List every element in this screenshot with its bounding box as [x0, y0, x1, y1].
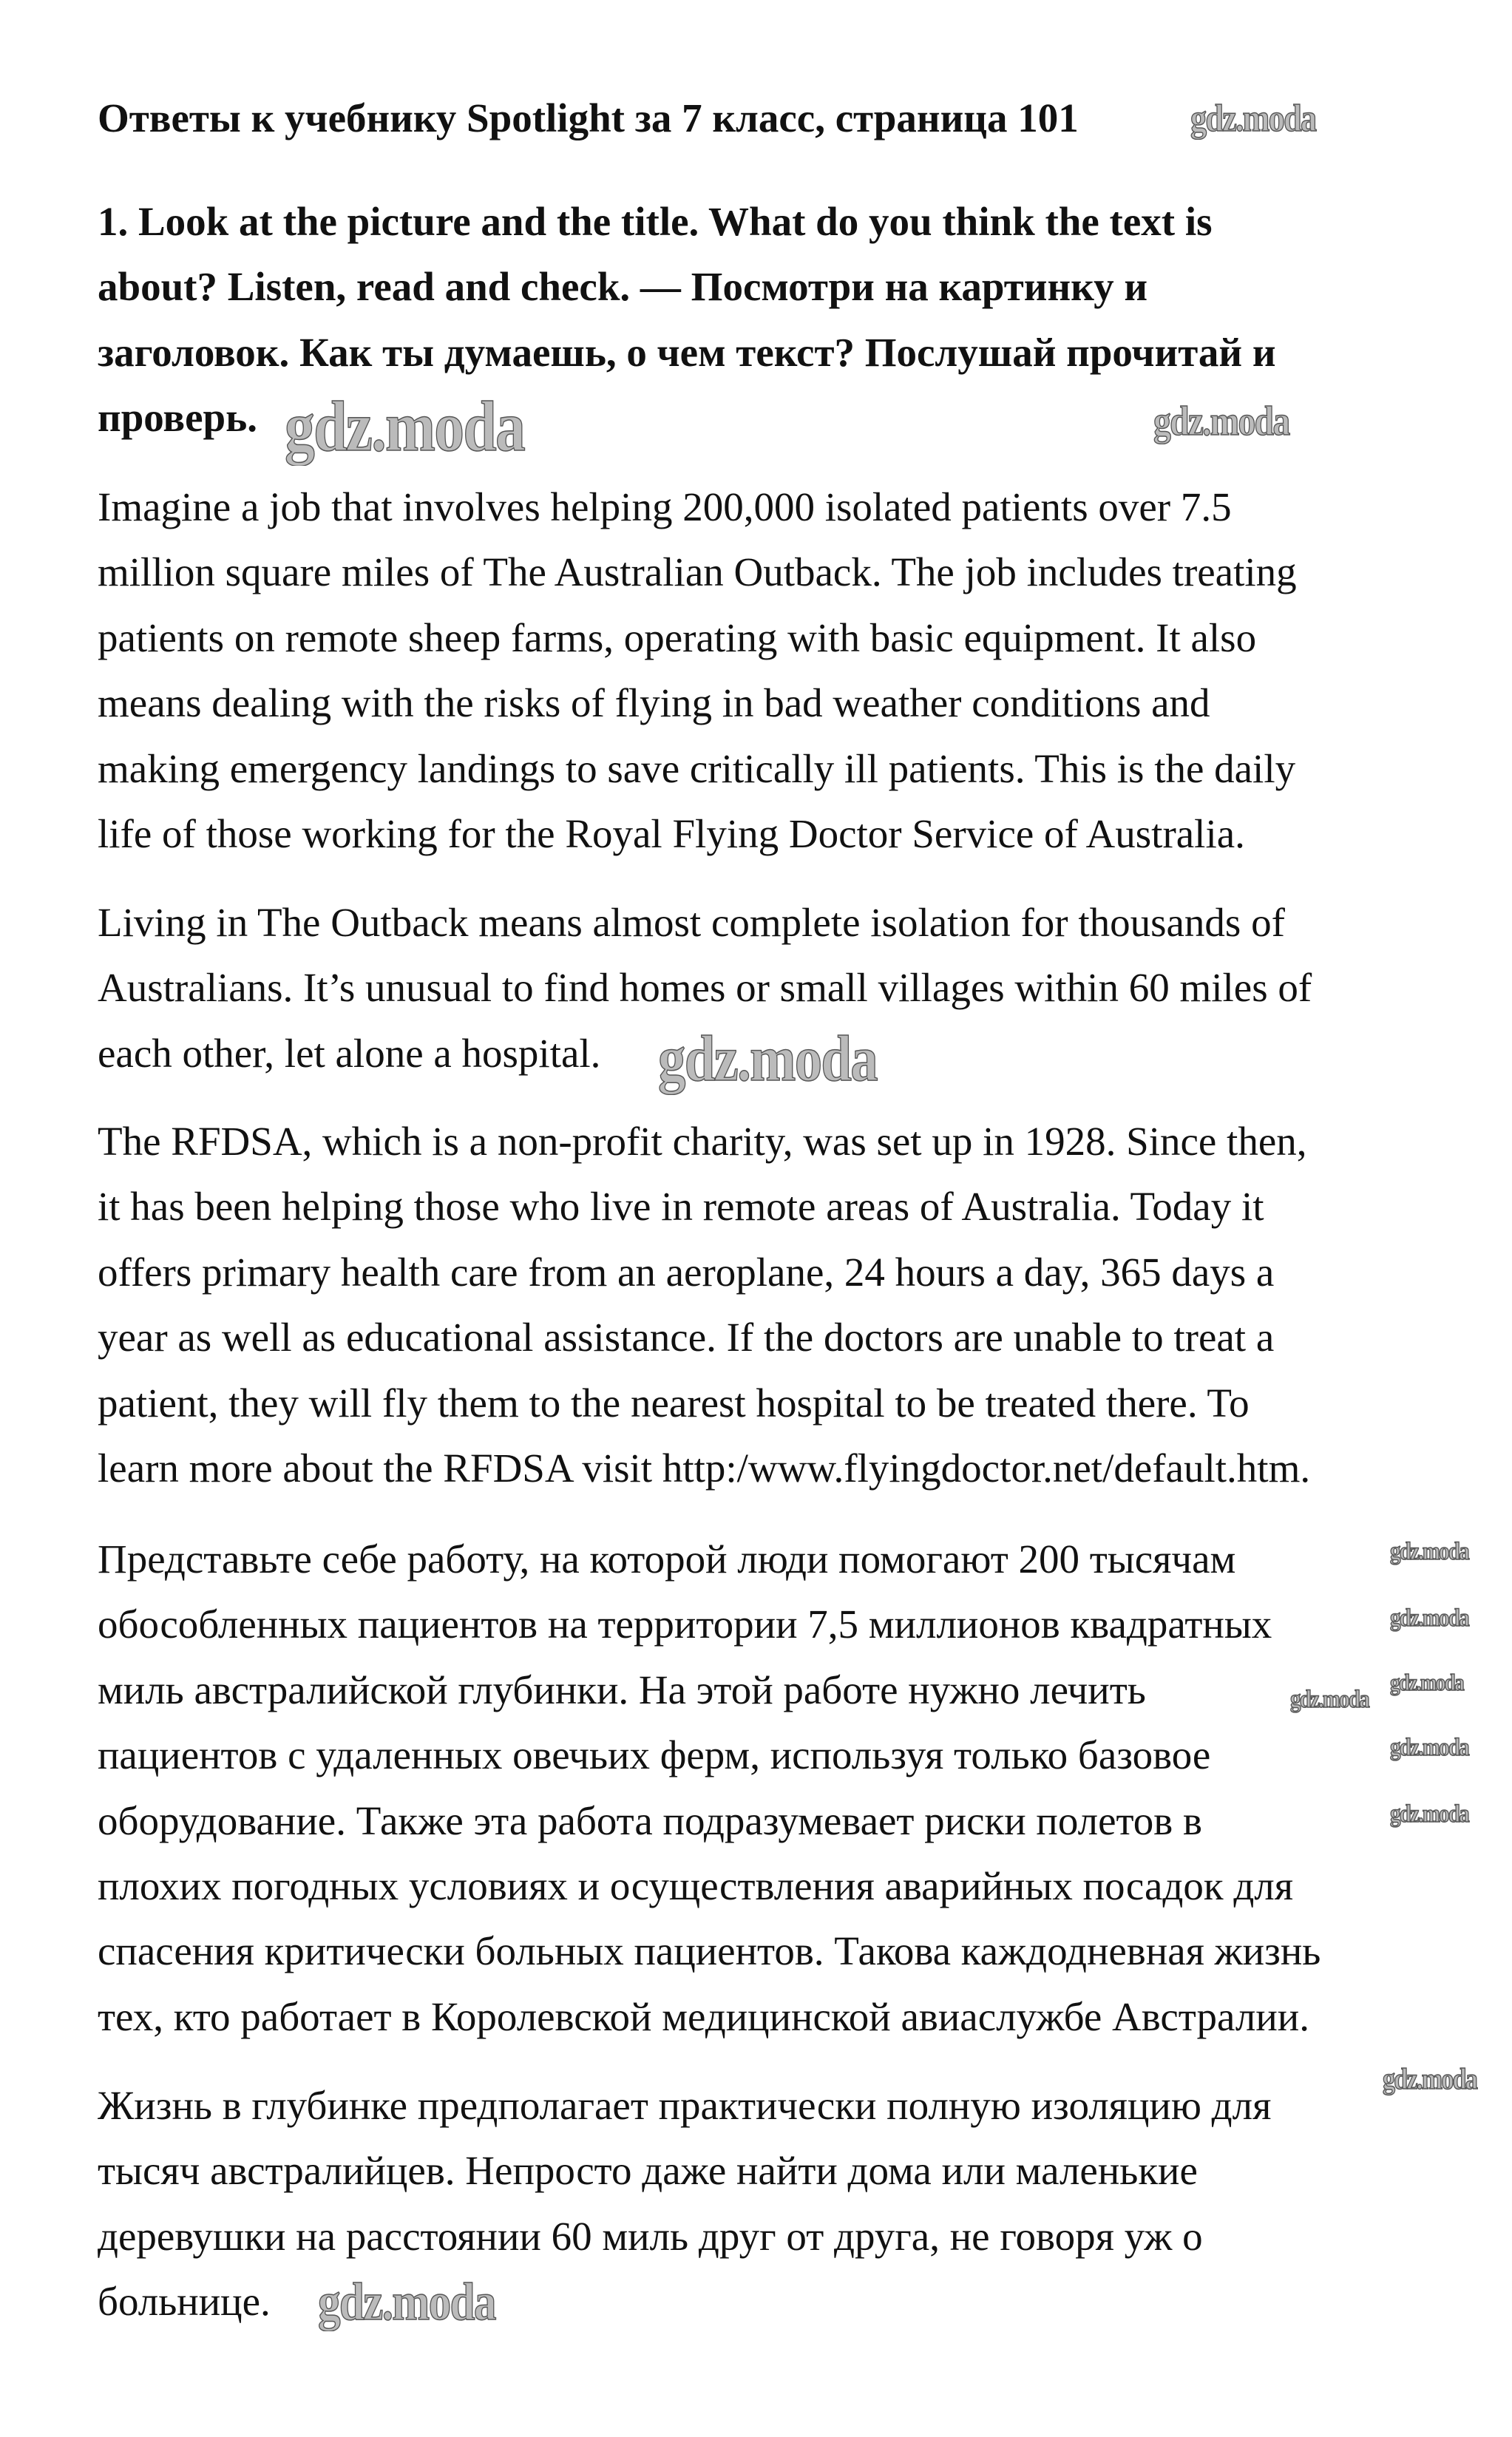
watermark: gdz.moda [318, 2272, 495, 2331]
watermark: gdz.moda [658, 1023, 878, 1095]
title-text: Ответы к учебнику Spotlight за 7 класс, страница 101 [98, 95, 1079, 140]
english-paragraph-1 [98, 475, 1297, 867]
text-line: Living in The Outback means almost complete isolation for thousands of [98, 900, 1285, 945]
text-line: Жизнь в глубинке предполагает практически полную изоляцию для [98, 2083, 1272, 2128]
text-line: деревушки на расстоянии 60 миль друг от друга, не говоря уж о [98, 2213, 1203, 2259]
watermark: gdz.moda [1390, 1669, 1463, 1695]
text-line: больнице. [98, 2279, 271, 2325]
text-line: year as well as educational assistance. If the doctors are unable to treat a [98, 1315, 1275, 1360]
task-instruction [98, 189, 1276, 451]
text-line: 1. Look at the picture and the title. What do you think the text is [98, 199, 1213, 244]
text-line: learn more about the RFDSA visit http:/www.flyingdoctor.net/default.htm. [98, 1445, 1311, 1491]
text-line: пациентов с удаленных овечьих ферм, используя только базовое [98, 1732, 1211, 1778]
text-line: means dealing with the risks of flying in bad weather conditions and [98, 680, 1210, 726]
text-line: patient, they will fly them to the nearest hospital to be treated there. To [98, 1380, 1250, 1426]
text-line: миль австралийской глубинки. На этой работе нужно лечить [98, 1667, 1146, 1712]
text-line: Imagine a job that involves helping 200,000 isolated patients over 7.5 [98, 484, 1232, 529]
watermark: gdz.moda [1390, 1604, 1469, 1632]
text-line: million square miles of The Australian Outback. The job includes treating [98, 549, 1297, 595]
watermark: gdz.moda [285, 387, 525, 466]
text-line: The RFDSA, which is a non-profit charity, was set up in 1928. Since then, [98, 1119, 1307, 1164]
text-line: заголовок. Как ты думаешь, о чем текст? Послушай прочитай и [98, 329, 1276, 375]
text-line: тысяч австралийцев. Непросто даже найти дома или маленькие [98, 2148, 1198, 2194]
watermark: gdz.moda [1383, 2062, 1477, 2095]
watermark: gdz.moda [1390, 1734, 1469, 1761]
text-line: it has been helping those who live in remote areas of Australia. Today it [98, 1184, 1264, 1230]
text-line: patients on remote sheep farms, operating with basic equipment. It also [98, 614, 1257, 660]
text-line: Представьте себе работу, на которой люди помогают 200 тысячам [98, 1536, 1236, 1582]
text-line: обособленных пациентов на территории 7,5 миллионов квадратных [98, 1601, 1272, 1647]
text-line: each other, let alone a hospital. [98, 1030, 601, 1076]
watermark: gdz.moda [1153, 399, 1289, 444]
english-paragraph-3 [98, 1109, 1310, 1501]
text-line: тех, кто работает в Королевской медицинской авиаслужбе Австралии. [98, 1993, 1309, 2039]
watermark: gdz.moda [1390, 1800, 1469, 1828]
watermark: gdz.moda [1190, 98, 1316, 140]
text-line: Australians. It’s unusual to find homes or small villages within 60 miles of [98, 965, 1312, 1011]
watermark: gdz.moda [1290, 1686, 1369, 1713]
text-line: making emergency landings to save critically ill patients. This is the daily [98, 745, 1296, 791]
watermark: gdz.moda [1390, 1538, 1469, 1565]
text-line: оборудование. Также эта работа подразумевает риски полетов в [98, 1797, 1202, 1843]
text-line: проверь. [98, 395, 257, 441]
page-title [98, 86, 1079, 151]
text-line: life of those working for the Royal Flying Doctor Service of Australia. [98, 810, 1245, 856]
russian-paragraph-2 [98, 2073, 1271, 2335]
text-line: about? Listen, read and check. — Посмотри на картинку и [98, 264, 1148, 310]
text-line: спасения критически больных пациентов. Такова каждодневная жизнь [98, 1928, 1321, 1974]
text-line: плохих погодных условиях и осуществления аварийных посадок для [98, 1863, 1294, 1908]
russian-paragraph-1 [98, 1527, 1321, 2050]
text-line: offers primary health care from an aeroplane, 24 hours a day, 365 days a [98, 1249, 1275, 1295]
